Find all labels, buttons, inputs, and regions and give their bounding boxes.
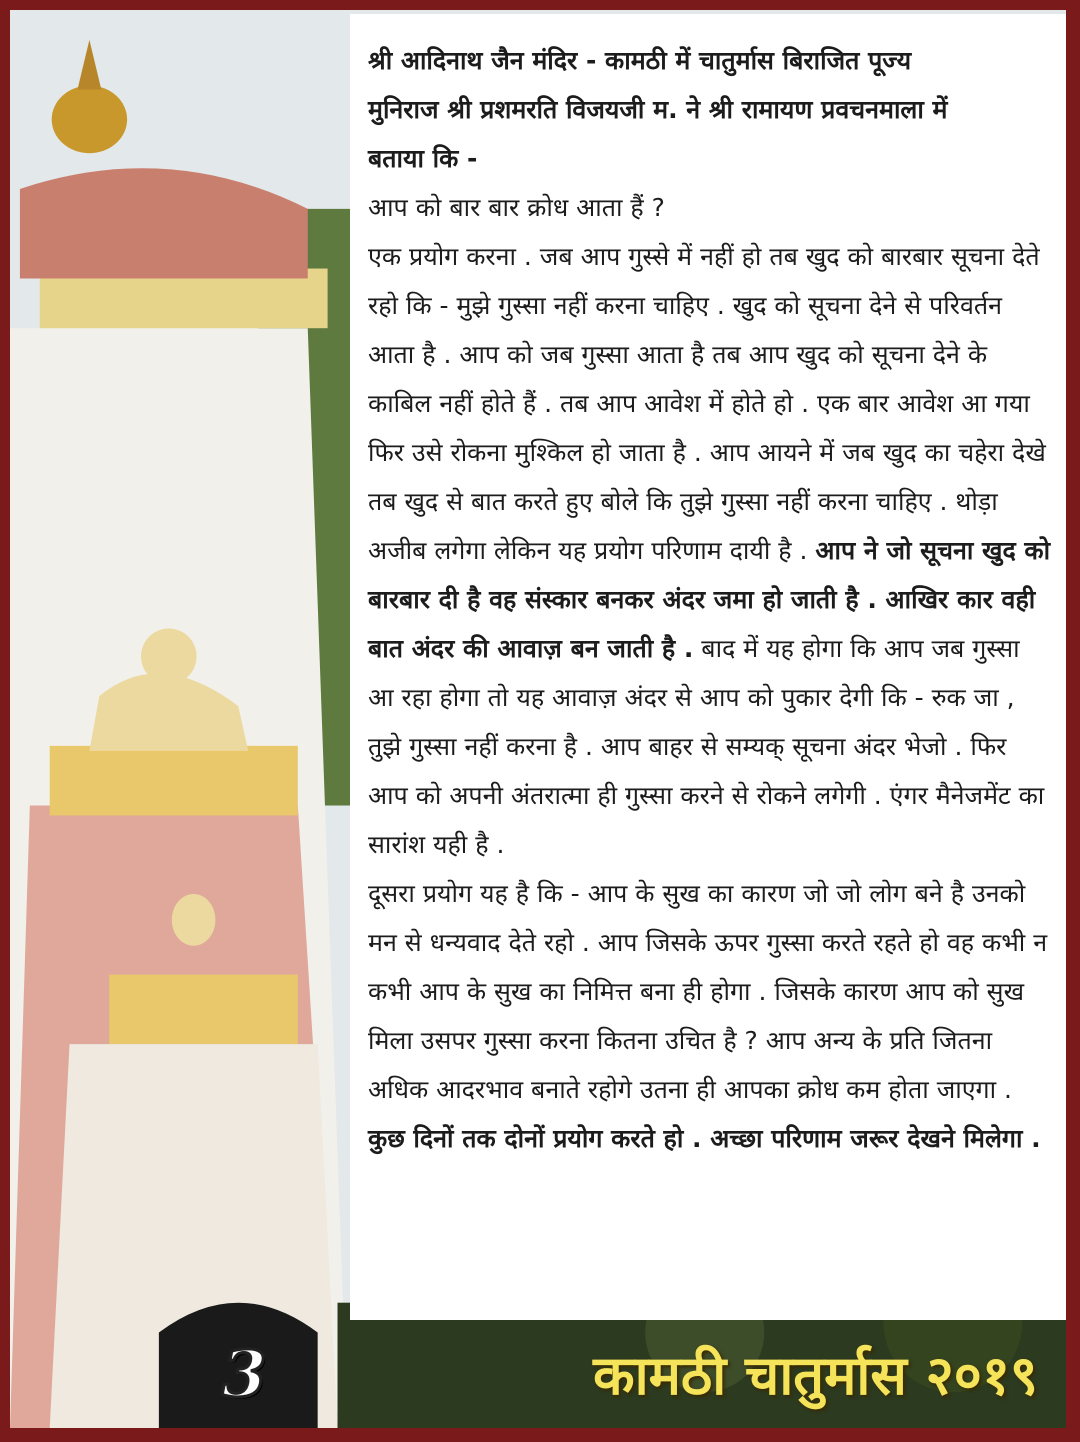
closing-paragraph: कुछ दिनों तक दोनों प्रयोग करते हो . अच्छा परिणाम जरूर देखने मिलेगा . xyxy=(368,1124,1041,1153)
first-experiment-paragraph xyxy=(368,232,1052,869)
first-experiment-text: एक प्रयोग करना . जब आप गुस्से में नहीं हो तब खुद को बारबार सूचना देते रहो कि - मुझे गुस्सा नहीं करना चाहिए . खुद को सूचना देने से परिवर्तन आता है . आप को जब गुस्सा आता है तब आप खुद को सूचना देने के काबिल नहीं होते हैं . तब आप आवेश में होते हो . एक बार आवेश आ गया फिर उसे रोकना मुश्किल हो जाता है . आप आयने में जब खुद का चहेरा देखे तब खुद से बात करते हुए बोले कि तुझे गुस्सा नहीं करना चाहिए . थोड़ा अजीब लगेगा लेकिन यह प्रयोग परिणाम दायी है . xyxy=(368,242,1046,565)
second-experiment-paragraph: दूसरा प्रयोग यह है कि - आप के सुख का कारण जो जो लोग बने है उनको मन से धन्यवाद देते रहो . आप जिसके ऊपर गुस्सा करते रहते हो वह कभी न कभी आप के सुख का निमित्त बना ही होगा . जिसके कारण आप को सुख मिला उसपर गुस्सा करना कितना उचित है ? आप अन्य के प्रति जितना अधिक आदरभाव बनाते रहोगे उतना ही आपका क्रोध कम होता जाएगा . xyxy=(368,879,1048,1104)
footer-title: कामठी चातुर्मास २०१९ xyxy=(593,1344,1038,1407)
first-experiment-continued: बाद में यह होगा कि आप जब गुस्सा आ रहा होगा तो यह आवाज़ अंदर से आप को पुकार देगी कि - रुक जा , तुझे गुस्सा नहीं करना है . आप बाहर से सम्यक् सूचना अंदर भेजो . फिर आप को अपनी अंतरात्मा ही गुस्सा करने से रोकने लगेगी . एंगर मैनेजमेंट का सारांश यही है . xyxy=(368,634,1045,859)
page-number: 3 xyxy=(222,1337,267,1412)
question-line: आप को बार बार क्रोध आता हैं ? xyxy=(368,193,665,222)
first-experiment-emphasis: आप ने जो सूचना खुद को बारबार दी है वह संस्कार बनकर अंदर जमा हो जाती है . आखिर कार वही बात अंदर की आवाज़ बन जाती है . xyxy=(368,536,1051,663)
poster-frame xyxy=(6,6,1070,1432)
header-line-2: मुनिराज श्री प्रशमरति विजयजी म. ने श्री रामायण प्रवचनमाला में xyxy=(368,95,948,124)
text-panel xyxy=(350,14,1070,1320)
header-line-1: श्री आदिनाथ जैन मंदिर - कामठी में चातुर्मास बिराजित पूज्य xyxy=(368,46,912,75)
header-line-3: बताया कि - xyxy=(368,144,478,173)
